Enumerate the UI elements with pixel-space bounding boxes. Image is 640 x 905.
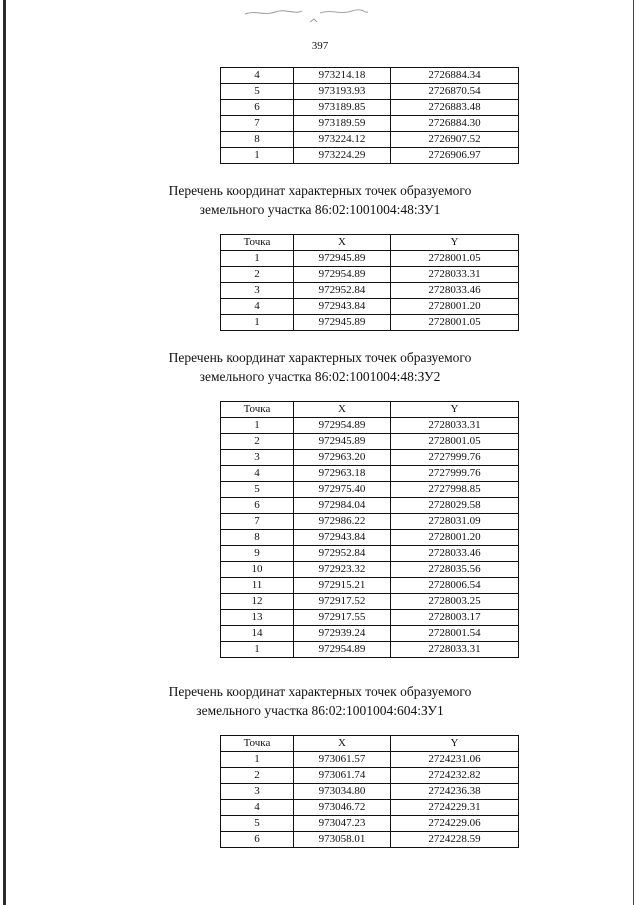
cell-y-coordinate: 2728006.54 bbox=[391, 578, 519, 594]
cell-x-coordinate: 972952.84 bbox=[294, 546, 391, 562]
coordinates-table-zu2 bbox=[220, 401, 519, 658]
cell-point-number: 1 bbox=[221, 148, 294, 164]
cell-point-number: 10 bbox=[221, 562, 294, 578]
cell-x-coordinate: 972917.52 bbox=[294, 594, 391, 610]
cell-y-coordinate: 2726870.54 bbox=[391, 84, 519, 100]
col-header-x: X bbox=[294, 235, 391, 251]
cell-x-coordinate: 972943.84 bbox=[294, 530, 391, 546]
table-row bbox=[221, 498, 519, 514]
cell-y-coordinate: 2728031.09 bbox=[391, 514, 519, 530]
cell-point-number: 1 bbox=[221, 251, 294, 267]
cell-y-coordinate: 2727998.85 bbox=[391, 482, 519, 498]
scan-left-border bbox=[3, 0, 6, 905]
cell-y-coordinate: 2728001.05 bbox=[391, 434, 519, 450]
table-row bbox=[221, 784, 519, 800]
section-heading-zu604 bbox=[0, 682, 640, 720]
col-header-y: Y bbox=[391, 736, 519, 752]
cell-x-coordinate: 972954.89 bbox=[294, 267, 391, 283]
table-row bbox=[221, 148, 519, 164]
cell-point-number: 8 bbox=[221, 132, 294, 148]
heading-line-2: земельного участка 86:02:1001004:604:ЗУ1 bbox=[196, 703, 444, 718]
col-header-point: Точка bbox=[221, 736, 294, 752]
cell-x-coordinate: 973061.57 bbox=[294, 752, 391, 768]
cell-y-coordinate: 2728033.31 bbox=[391, 418, 519, 434]
cell-point-number: 9 bbox=[221, 546, 294, 562]
cell-y-coordinate: 2728001.20 bbox=[391, 299, 519, 315]
cell-y-coordinate: 2724236.38 bbox=[391, 784, 519, 800]
cell-point-number: 4 bbox=[221, 299, 294, 315]
cell-y-coordinate: 2724232.82 bbox=[391, 768, 519, 784]
table-row bbox=[221, 84, 519, 100]
cell-y-coordinate: 2726884.34 bbox=[391, 68, 519, 84]
cell-y-coordinate: 2728001.05 bbox=[391, 251, 519, 267]
cell-y-coordinate: 2727999.76 bbox=[391, 450, 519, 466]
table-row bbox=[221, 116, 519, 132]
table-row bbox=[221, 299, 519, 315]
cell-x-coordinate: 972945.89 bbox=[294, 251, 391, 267]
table-row bbox=[221, 482, 519, 498]
cell-y-coordinate: 2724228.59 bbox=[391, 832, 519, 848]
cell-point-number: 6 bbox=[221, 100, 294, 116]
cell-point-number: 2 bbox=[221, 434, 294, 450]
cell-y-coordinate: 2724231.06 bbox=[391, 752, 519, 768]
table-row bbox=[221, 816, 519, 832]
table-row bbox=[221, 530, 519, 546]
cell-point-number: 1 bbox=[221, 642, 294, 658]
coordinates-table-continued bbox=[220, 67, 519, 164]
table-row bbox=[221, 768, 519, 784]
table-row bbox=[221, 434, 519, 450]
cell-point-number: 3 bbox=[221, 450, 294, 466]
cell-point-number: 4 bbox=[221, 466, 294, 482]
heading-line-2: земельного участка 86:02:1001004:48:ЗУ2 bbox=[199, 369, 441, 384]
cell-y-coordinate: 2726907.52 bbox=[391, 132, 519, 148]
col-header-y: Y bbox=[391, 235, 519, 251]
cell-y-coordinate: 2728033.31 bbox=[391, 642, 519, 658]
cell-y-coordinate: 2726883.48 bbox=[391, 100, 519, 116]
cell-y-coordinate: 2724229.06 bbox=[391, 816, 519, 832]
cell-x-coordinate: 973224.29 bbox=[294, 148, 391, 164]
cell-point-number: 7 bbox=[221, 116, 294, 132]
table-row bbox=[221, 132, 519, 148]
cell-y-coordinate: 2724229.31 bbox=[391, 800, 519, 816]
cell-x-coordinate: 972915.21 bbox=[294, 578, 391, 594]
cell-x-coordinate: 973034.80 bbox=[294, 784, 391, 800]
cell-point-number: 1 bbox=[221, 315, 294, 331]
cell-point-number: 12 bbox=[221, 594, 294, 610]
cell-x-coordinate: 972963.18 bbox=[294, 466, 391, 482]
cell-point-number: 5 bbox=[221, 816, 294, 832]
col-header-point: Точка bbox=[221, 402, 294, 418]
scan-smudge-mark bbox=[240, 6, 370, 26]
section-heading-zu2 bbox=[0, 348, 640, 386]
cell-x-coordinate: 973214.18 bbox=[294, 68, 391, 84]
table-row bbox=[221, 546, 519, 562]
cell-x-coordinate: 972954.89 bbox=[294, 418, 391, 434]
cell-y-coordinate: 2728003.17 bbox=[391, 610, 519, 626]
table-row bbox=[221, 450, 519, 466]
cell-x-coordinate: 973047.23 bbox=[294, 816, 391, 832]
col-header-y: Y bbox=[391, 402, 519, 418]
coordinates-table-zu604 bbox=[220, 735, 519, 848]
cell-x-coordinate: 972984.04 bbox=[294, 498, 391, 514]
cell-point-number: 13 bbox=[221, 610, 294, 626]
cell-y-coordinate: 2728035.56 bbox=[391, 562, 519, 578]
cell-y-coordinate: 2728003.25 bbox=[391, 594, 519, 610]
scan-right-border bbox=[633, 0, 634, 905]
table-row bbox=[221, 267, 519, 283]
cell-x-coordinate: 973224.12 bbox=[294, 132, 391, 148]
table-row bbox=[221, 283, 519, 299]
table-row bbox=[221, 832, 519, 848]
cell-point-number: 6 bbox=[221, 832, 294, 848]
heading-line-1: Перечень координат характерных точек образуемого bbox=[168, 183, 472, 198]
cell-x-coordinate: 972963.20 bbox=[294, 450, 391, 466]
coordinates-table-zu1 bbox=[220, 234, 519, 331]
cell-x-coordinate: 973189.59 bbox=[294, 116, 391, 132]
cell-point-number: 3 bbox=[221, 283, 294, 299]
cell-point-number: 5 bbox=[221, 84, 294, 100]
cell-x-coordinate: 973061.74 bbox=[294, 768, 391, 784]
cell-point-number: 14 bbox=[221, 626, 294, 642]
cell-x-coordinate: 972954.89 bbox=[294, 642, 391, 658]
cell-y-coordinate: 2728001.20 bbox=[391, 530, 519, 546]
cell-point-number: 3 bbox=[221, 784, 294, 800]
section-heading-zu1 bbox=[0, 181, 640, 219]
table-row bbox=[221, 251, 519, 267]
cell-point-number: 2 bbox=[221, 768, 294, 784]
table-row bbox=[221, 418, 519, 434]
heading-line-1: Перечень координат характерных точек образуемого bbox=[168, 350, 472, 365]
cell-x-coordinate: 972952.84 bbox=[294, 283, 391, 299]
cell-y-coordinate: 2728001.54 bbox=[391, 626, 519, 642]
cell-y-coordinate: 2728033.46 bbox=[391, 283, 519, 299]
cell-y-coordinate: 2728029.58 bbox=[391, 498, 519, 514]
col-header-x: X bbox=[294, 736, 391, 752]
table-row bbox=[221, 642, 519, 658]
table-row bbox=[221, 626, 519, 642]
page-number: 397 bbox=[311, 40, 329, 52]
table-header-row bbox=[221, 235, 519, 251]
table-row bbox=[221, 578, 519, 594]
cell-x-coordinate: 973046.72 bbox=[294, 800, 391, 816]
cell-y-coordinate: 2727999.76 bbox=[391, 466, 519, 482]
cell-point-number: 2 bbox=[221, 267, 294, 283]
table-row bbox=[221, 594, 519, 610]
cell-y-coordinate: 2728001.05 bbox=[391, 315, 519, 331]
table-row bbox=[221, 800, 519, 816]
cell-x-coordinate: 973058.01 bbox=[294, 832, 391, 848]
cell-point-number: 4 bbox=[221, 800, 294, 816]
cell-point-number: 4 bbox=[221, 68, 294, 84]
heading-line-2: земельного участка 86:02:1001004:48:ЗУ1 bbox=[199, 202, 441, 217]
col-header-x: X bbox=[294, 402, 391, 418]
cell-x-coordinate: 972939.24 bbox=[294, 626, 391, 642]
table-row bbox=[221, 315, 519, 331]
cell-y-coordinate: 2726906.97 bbox=[391, 148, 519, 164]
col-header-point: Точка bbox=[221, 235, 294, 251]
cell-x-coordinate: 972917.55 bbox=[294, 610, 391, 626]
heading-line-1: Перечень координат характерных точек образуемого bbox=[168, 684, 472, 699]
cell-y-coordinate: 2728033.46 bbox=[391, 546, 519, 562]
cell-x-coordinate: 972945.89 bbox=[294, 315, 391, 331]
cell-x-coordinate: 972923.32 bbox=[294, 562, 391, 578]
table-row bbox=[221, 100, 519, 116]
cell-point-number: 1 bbox=[221, 418, 294, 434]
cell-x-coordinate: 973193.93 bbox=[294, 84, 391, 100]
cell-point-number: 6 bbox=[221, 498, 294, 514]
cell-x-coordinate: 972943.84 bbox=[294, 299, 391, 315]
table-row bbox=[221, 562, 519, 578]
table-row bbox=[221, 68, 519, 84]
cell-x-coordinate: 972975.40 bbox=[294, 482, 391, 498]
cell-x-coordinate: 972986.22 bbox=[294, 514, 391, 530]
cell-point-number: 7 bbox=[221, 514, 294, 530]
cell-point-number: 5 bbox=[221, 482, 294, 498]
table-row bbox=[221, 752, 519, 768]
cell-y-coordinate: 2726884.30 bbox=[391, 116, 519, 132]
table-row bbox=[221, 610, 519, 626]
cell-point-number: 11 bbox=[221, 578, 294, 594]
table-row bbox=[221, 466, 519, 482]
table-header-row bbox=[221, 402, 519, 418]
cell-y-coordinate: 2728033.31 bbox=[391, 267, 519, 283]
table-header-row bbox=[221, 736, 519, 752]
cell-point-number: 1 bbox=[221, 752, 294, 768]
cell-x-coordinate: 973189.85 bbox=[294, 100, 391, 116]
cell-x-coordinate: 972945.89 bbox=[294, 434, 391, 450]
cell-point-number: 8 bbox=[221, 530, 294, 546]
table-row bbox=[221, 514, 519, 530]
